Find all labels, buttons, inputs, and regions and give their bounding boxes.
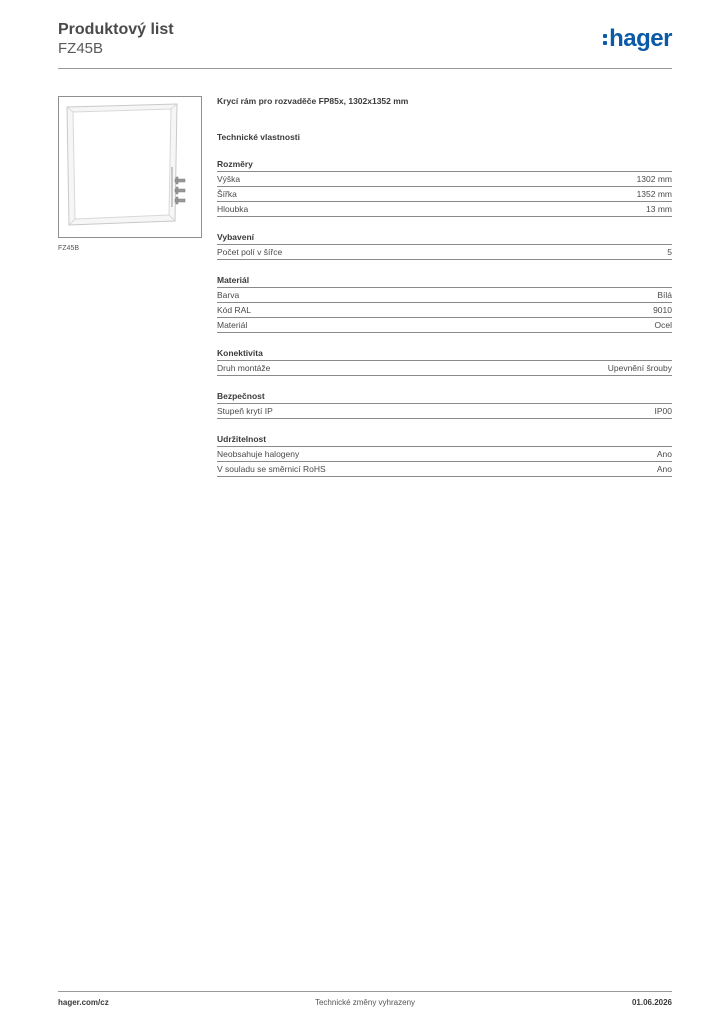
row-label: Stupeň krytí IP <box>217 406 273 416</box>
product-details <box>217 96 672 477</box>
row-label: Šířka <box>217 189 237 199</box>
section-safety <box>217 391 672 419</box>
logo-mark-icon <box>603 34 607 45</box>
section-sustainability <box>217 434 672 477</box>
section-title: Vybavení <box>217 232 672 245</box>
footer-divider <box>58 991 672 992</box>
technical-properties-heading: Technické vlastnosti <box>217 132 300 142</box>
section-title: Konektivita <box>217 348 672 361</box>
section-title: Bezpečnost <box>217 391 672 404</box>
row-label: Počet polí v šířce <box>217 247 283 257</box>
table-row <box>217 361 672 376</box>
product-description: Krycí rám pro rozvaděče FP85x, 1302x1352 mm <box>217 96 409 106</box>
hager-logo <box>603 27 672 51</box>
table-row <box>217 447 672 462</box>
row-value: 13 mm <box>646 204 672 214</box>
table-row <box>217 245 672 260</box>
section-material <box>217 275 672 333</box>
row-label: Materiál <box>217 320 248 330</box>
page-footer <box>58 998 672 1010</box>
row-value: Ano <box>656 449 672 459</box>
section-equipment <box>217 232 672 260</box>
section-connectivity <box>217 348 672 376</box>
table-row <box>217 172 672 187</box>
section-title: Rozměry <box>217 159 672 172</box>
section-dimensions <box>217 159 672 217</box>
footer-date: 01.06.2026 <box>631 998 672 1007</box>
row-value: Upevnění šrouby <box>607 363 672 373</box>
row-label: Výška <box>217 174 241 184</box>
table-row <box>217 318 672 333</box>
row-value: 9010 <box>653 305 672 315</box>
footer-website-link[interactable]: hager.com/cz <box>58 998 109 1007</box>
page-title: Produktový list <box>58 21 174 38</box>
header-divider <box>58 68 672 69</box>
table-row <box>217 288 672 303</box>
row-value: Ano <box>656 464 672 474</box>
row-label: Barva <box>217 290 240 300</box>
table-row <box>217 462 672 477</box>
table-row <box>217 303 672 318</box>
row-label: Kód RAL <box>217 305 252 315</box>
row-label: Druh montáže <box>217 363 271 373</box>
section-title: Udržitelnost <box>217 434 672 447</box>
row-value: 5 <box>667 247 672 257</box>
table-row <box>217 187 672 202</box>
row-label: Hloubka <box>217 204 249 214</box>
row-value: 1302 mm <box>636 174 672 184</box>
section-title: Materiál <box>217 275 672 288</box>
row-label: Neobsahuje halogeny <box>217 449 300 459</box>
page-header <box>58 20 174 58</box>
row-label: V souladu se směrnicí RoHS <box>217 464 326 474</box>
footer-note: Technické změny vyhrazeny <box>314 998 416 1007</box>
product-image <box>58 96 202 238</box>
cover-frame-product-image <box>59 97 201 237</box>
row-value: Ocel <box>654 320 672 330</box>
table-row <box>217 202 672 217</box>
table-row <box>217 404 672 419</box>
row-value: IP00 <box>654 406 672 416</box>
product-code: FZ45B <box>58 40 104 57</box>
image-caption: FZ45B <box>58 245 80 252</box>
logo-text: hager <box>609 25 672 52</box>
row-value: Bílá <box>657 290 672 300</box>
row-value: 1352 mm <box>636 189 672 199</box>
